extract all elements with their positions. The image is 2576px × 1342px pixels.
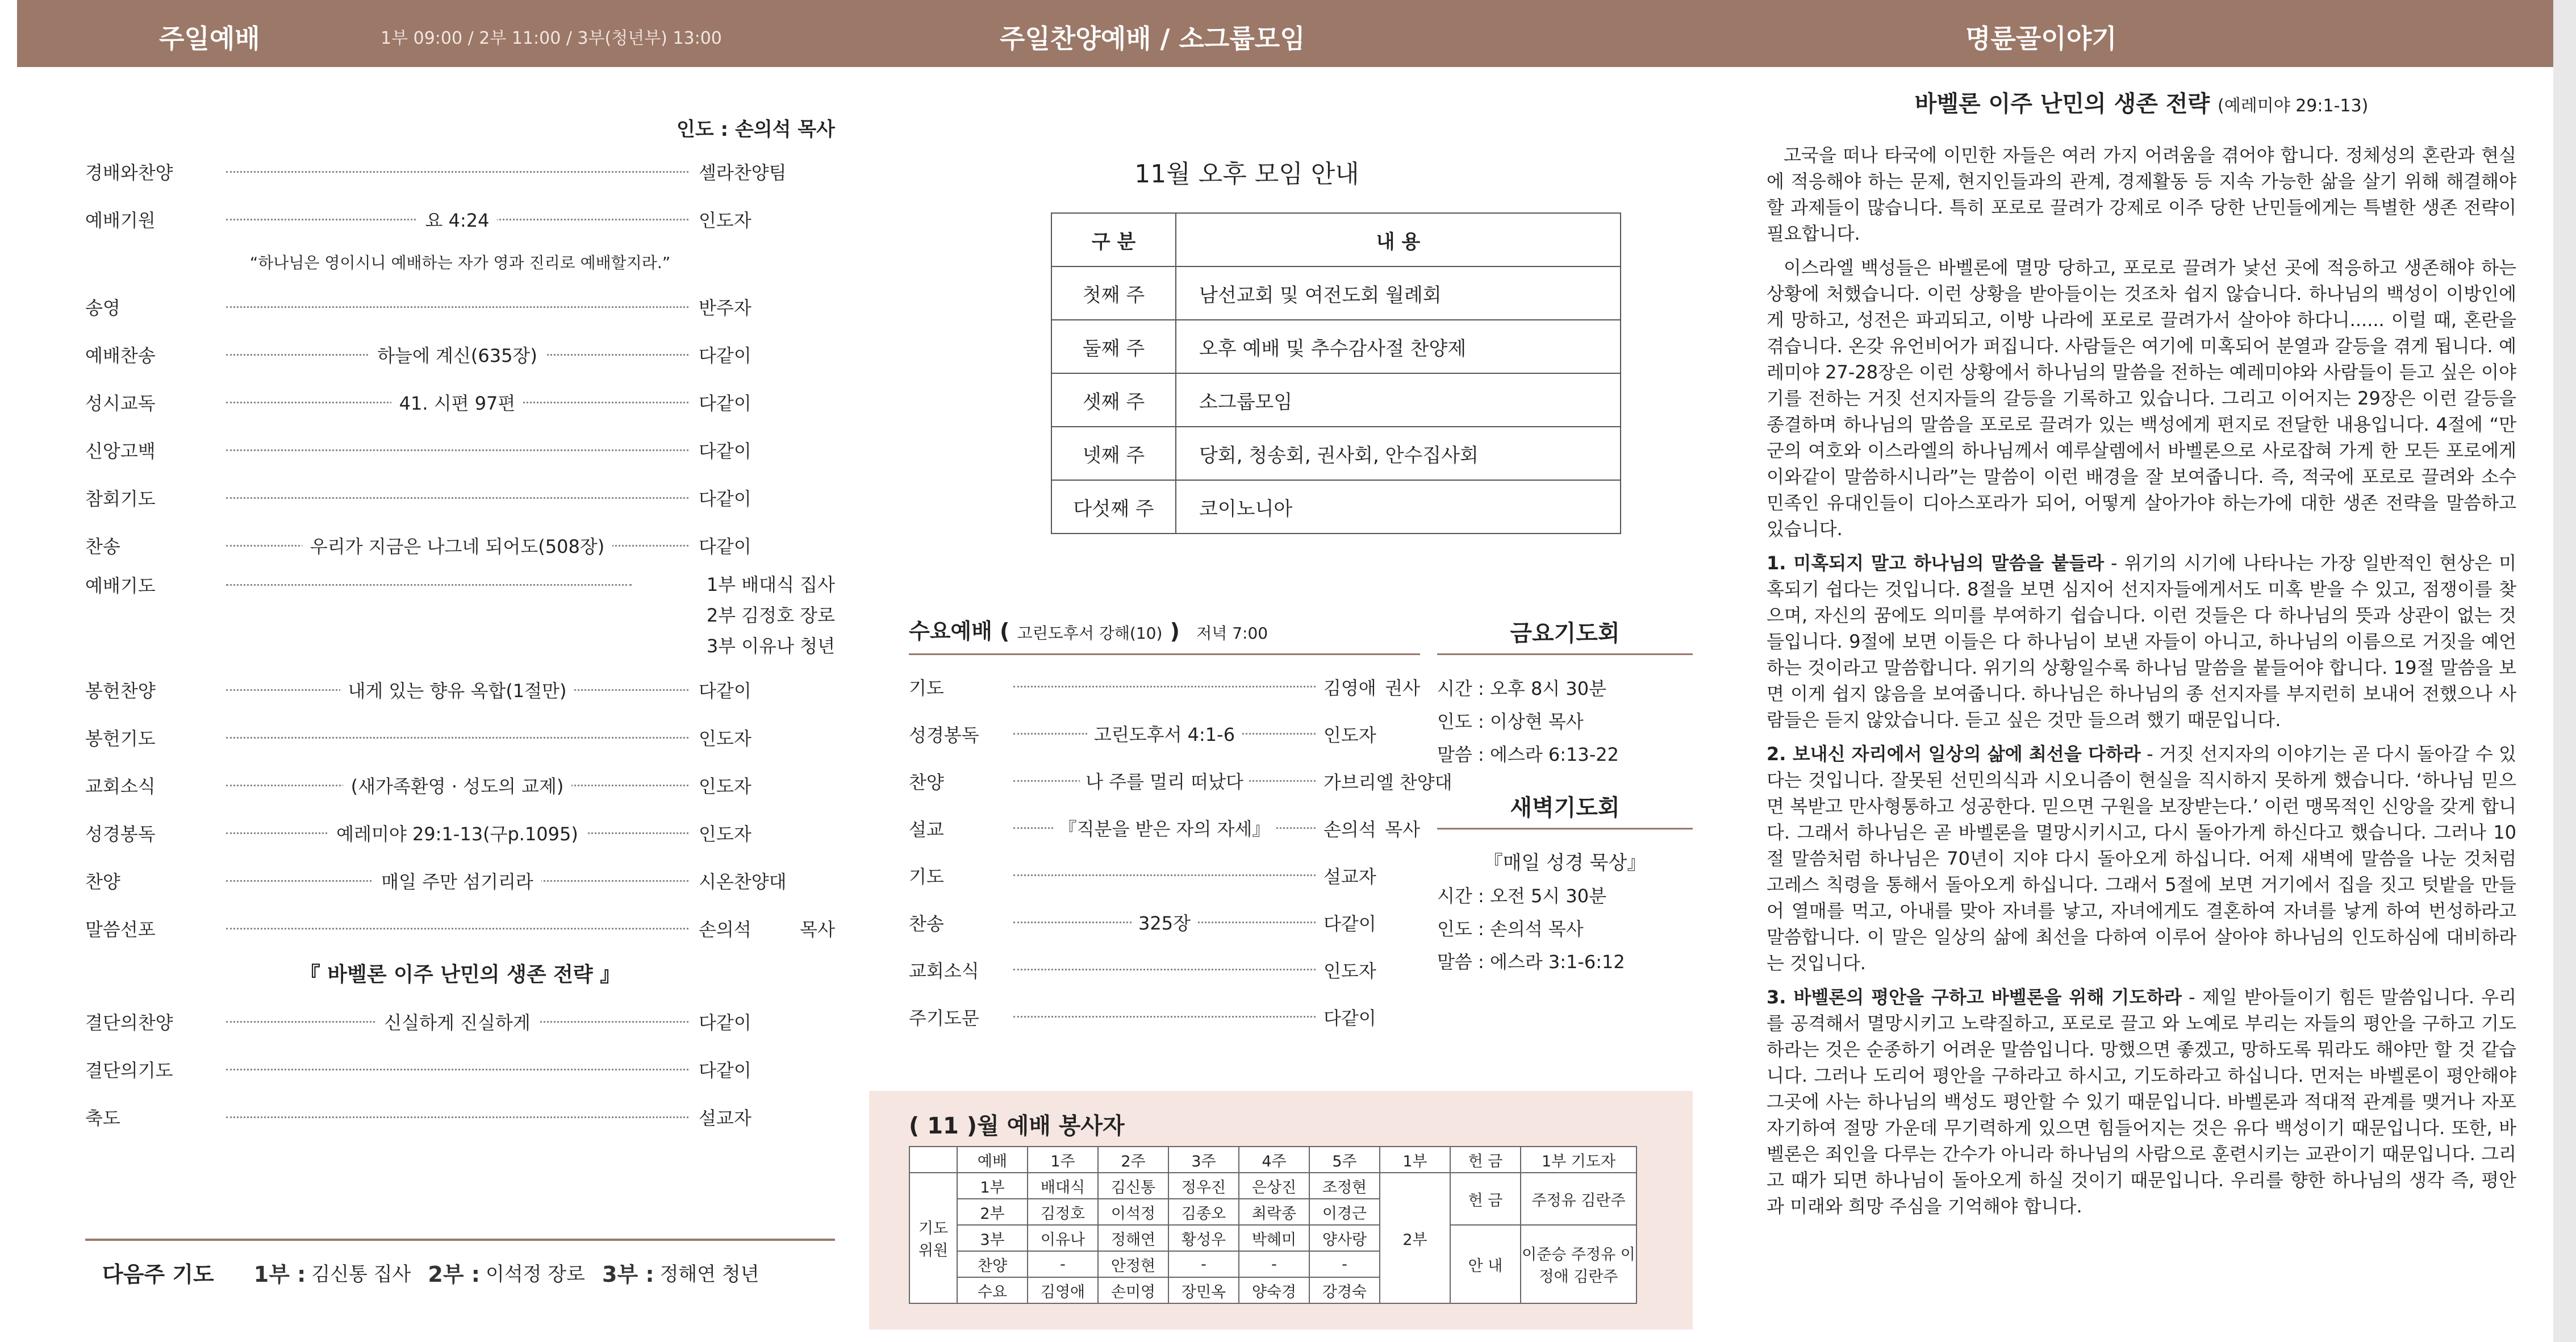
- order-label: 기도: [909, 677, 944, 699]
- order-dots: [226, 1011, 688, 1033]
- group-cell: 기도 위원: [909, 1173, 957, 1303]
- order-row: [85, 666, 835, 714]
- order-detail: 요 4:24: [417, 210, 498, 231]
- order-dots: [226, 209, 688, 231]
- wednesday-service: [909, 614, 1452, 1040]
- story-paragraph: 고국을 떠나 타국에 이민한 자들은 여러 가지 어려움을 겪어야 합니다. 정체성의 혼란과 현실에 적응해야 하는 문제, 현지인들과의 관계, 경제활동 등 지속 가능한 삶을 살기 위해 해결해야 할 과제들이 많습니다. 특히 포로로 끌려가 강제로 이주 당한 난민들에게는 특별한 생존 전략이 필요합니다.: [1767, 144, 2516, 244]
- order-label: 찬송: [85, 536, 120, 557]
- order-who: 설교자: [699, 1107, 751, 1129]
- next-week-2bu-name: 이석정 장로: [485, 1262, 585, 1286]
- order-label: 봉헌찬양: [85, 680, 156, 702]
- sv-cell: 정해연: [1098, 1225, 1168, 1251]
- order-detail: 우리가 지금은 나그네 되어도(508장): [302, 536, 612, 557]
- order-label: 봉헌기도: [85, 728, 156, 749]
- order-detail: 예레미야 29:1-13(구p.1095): [328, 823, 586, 845]
- sv-cell: 김종오: [1168, 1199, 1239, 1225]
- order-detail: 하늘에 계신(635장): [369, 345, 545, 366]
- order-label: 결단의찬양: [85, 1012, 173, 1033]
- order-dots: [1013, 1016, 1316, 1018]
- usher-label: 안 내: [1450, 1225, 1521, 1303]
- order-row: [909, 993, 1420, 1040]
- head-cell: 4주: [1239, 1147, 1309, 1173]
- story-banner: 명륜골이야기: [1965, 23, 2117, 54]
- sv-cell: 박혜미: [1239, 1225, 1309, 1251]
- story-point: [1767, 984, 2516, 1219]
- table-row: [1051, 320, 1621, 373]
- order-row: [909, 805, 1420, 852]
- head-cell: 1주: [1028, 1147, 1098, 1173]
- order-label: 축도: [85, 1107, 120, 1129]
- dawn-title: 새벽기도회: [1437, 788, 1693, 830]
- order-who: 인도자: [699, 210, 751, 231]
- sv-cell: 조정현: [1309, 1173, 1380, 1199]
- story-title-line: [1767, 91, 2516, 119]
- order-dots: [1013, 686, 1316, 687]
- order-dots: [226, 737, 688, 739]
- order-row: [909, 946, 1420, 993]
- order-row: [85, 905, 835, 952]
- offering-2bu: 2부: [1380, 1173, 1450, 1303]
- order-dots: [1013, 771, 1316, 793]
- order-detail: 325장: [1133, 912, 1196, 934]
- order-who: 설교자: [1324, 865, 1376, 887]
- story-section: [1767, 91, 2516, 1227]
- order-dots: [226, 1116, 688, 1118]
- order-dots: [226, 344, 688, 366]
- content-cell: 코이노니아: [1176, 480, 1621, 534]
- order-label: 예배기원: [85, 210, 156, 231]
- order-label: 예배찬송: [85, 345, 156, 366]
- friday-prayer: [1437, 614, 1693, 978]
- afternoon-section: [886, 91, 1693, 534]
- order-who: 인도자: [699, 776, 751, 797]
- week-cell: 다섯째 주: [1051, 480, 1176, 534]
- order-row: [85, 331, 835, 378]
- prayer-1bu-cell: 주정유 김란주: [1521, 1173, 1636, 1225]
- order-label: 찬송: [909, 912, 944, 935]
- order-row: [85, 283, 835, 331]
- friday-line: 인도 : 이상현 목사: [1437, 711, 1584, 732]
- order-who: 인도자: [1324, 724, 1376, 746]
- order-dots: [226, 870, 688, 893]
- order-row: [85, 1045, 835, 1093]
- order-detail: (새가족환영 · 성도의 교제): [343, 776, 572, 797]
- sv-cell: 김영애: [1028, 1277, 1098, 1303]
- sv-cell: 수요: [957, 1277, 1028, 1303]
- blank-cell: [909, 1147, 957, 1173]
- order-label: 송영: [85, 297, 120, 319]
- order-label: 교회소식: [909, 960, 979, 982]
- order-label: 성시교독: [85, 393, 156, 414]
- week-cell: 둘째 주: [1051, 320, 1176, 373]
- order-row: [85, 857, 835, 905]
- order-label: 기도: [909, 865, 944, 887]
- next-week-1bu: 1부 :: [253, 1261, 306, 1287]
- head-cell: 2주: [1098, 1147, 1168, 1173]
- sv-cell: -: [1168, 1251, 1239, 1277]
- order-dots: [1013, 912, 1316, 934]
- order-detail: 『직분을 받은 자의 자세』: [1053, 818, 1276, 840]
- order-who: 다같이: [699, 536, 751, 557]
- head-cell: 1부 기도자: [1521, 1147, 1636, 1173]
- order-dots: [226, 497, 688, 499]
- order-label: 결단의기도: [85, 1060, 173, 1081]
- week-cell: 첫째 주: [1051, 266, 1176, 320]
- order-row: [85, 426, 835, 474]
- banner-left: [17, 0, 869, 67]
- dawn-line: 인도 : 손의석 목사: [1437, 918, 1584, 940]
- order-who: 인도자: [1324, 960, 1376, 982]
- table-row: [1051, 266, 1621, 320]
- wednesday-title-end: ): [1170, 619, 1180, 644]
- order-row: [85, 1093, 835, 1141]
- order-who: 다같이: [699, 440, 751, 462]
- content-cell: 남선교회 및 여전도회 월례회: [1176, 266, 1621, 320]
- sv-cell: 이유나: [1028, 1225, 1098, 1251]
- order-row: [909, 899, 1420, 946]
- story-point: [1767, 741, 2516, 976]
- head-cell: 헌 금: [1450, 1147, 1521, 1173]
- order-row: [85, 378, 835, 426]
- order-dots: [1013, 818, 1316, 840]
- sv-cell: -: [1309, 1251, 1380, 1277]
- sv-cell: 이석정: [1098, 1199, 1168, 1225]
- sunday-quote: “하나님은 영이시니 예배하는 자가 영과 진리로 예배할지라.”: [249, 253, 671, 272]
- dawn-line: 시간 : 오전 5시 30분: [1437, 885, 1607, 907]
- content-cell: 당회, 청송회, 권사회, 안수집사회: [1176, 427, 1621, 480]
- content-cell: 오후 예배 및 추수감사절 찬양제: [1176, 320, 1621, 373]
- next-week-1bu-name: 김신통 집사: [311, 1262, 411, 1286]
- prayer-line: 1부 배대식 집사: [706, 574, 835, 595]
- dawn-line: 말씀 : 에스라 3:1-6:12: [1437, 951, 1625, 973]
- content-cell: 소그룹모임: [1176, 373, 1621, 427]
- point-body: - 거짓 선지자의 이야기는 곧 다시 돌아갈 수 있다는 것입니다. 잘못된 선민의식과 시오니즘이 현실을 직시하지 못하게 했습니다. ‘하나님 믿으면 복받고 만사형통하고 성공한다. 믿으면 구원을 보장받는다.’ 이런 맹목적인 신앙을 갖게 합니다. 그래서 하나님은 곧 바벨론을 멸망시키시고, 다시 돌아가게 하신다고 했습니다. 그러나 10절 말씀처럼 하나님은 70년이 지야 다시 돌아오게 하십니다. 어제 새벽에 말씀을 나눈 것처럼 고레스 칙령을 통해서 돌아오게 하십니다. 그래서 5절에 보면 거기에서 집을 짓고 텃밭을 만들어 열매를 먹고, 아내를 맞아 자녀를 낳고, 자녀에게도 결혼하여 자녀를 낳게 하여 번성하라고 말씀합니다. 이 말은 일상의 삶에 최선을 다하여 이루어 살아야 하나님의 인도하심에 대비하라는 것입니다.: [1767, 743, 2517, 974]
- order-row: [909, 710, 1420, 757]
- order-who: 시온찬양대: [699, 871, 787, 893]
- sv-cell: 김정호: [1028, 1199, 1098, 1225]
- order-who: 다같이: [699, 345, 751, 366]
- story-point: [1767, 550, 2516, 733]
- order-detail: 고린도후서 4:1-6: [1088, 724, 1241, 745]
- sv-cell: 3부: [957, 1225, 1028, 1251]
- order-dots: [226, 306, 688, 308]
- order-dots: [226, 823, 688, 845]
- story-ref: (예레미야 29:1-13): [2218, 96, 2369, 116]
- banner-right: [1721, 0, 2553, 67]
- prayer-stack: [642, 569, 835, 661]
- next-week-2bu: 2부 :: [428, 1261, 480, 1287]
- prayer-line: 3부 이유나 청년: [706, 635, 835, 657]
- order-dots: [226, 171, 688, 173]
- friday-line: 말씀 : 에스라 6:13-22: [1437, 744, 1619, 765]
- order-label: 예배기도: [85, 575, 156, 597]
- order-dots: [226, 584, 632, 586]
- dawn-subtitle: 『매일 성경 묵상』: [1483, 852, 1647, 874]
- head-cell: 1부: [1380, 1147, 1450, 1173]
- order-who: 다같이: [1324, 1007, 1376, 1029]
- order-row: [85, 761, 835, 809]
- servant-section: [869, 1091, 1693, 1330]
- friday-line: 시간 : 오후 8시 30분: [1437, 678, 1607, 699]
- order-row: [85, 714, 835, 761]
- wednesday-book: 고린도후서 강해(10): [1017, 624, 1163, 643]
- head-cell: 3주: [1168, 1147, 1239, 1173]
- servant-table: [909, 1146, 1637, 1304]
- sv-cell: 최락종: [1239, 1199, 1309, 1225]
- order-detail: 신실하게 진실하게: [376, 1012, 538, 1033]
- order-detail: 나 주를 멀리 떠났다: [1080, 771, 1249, 793]
- sunday-leader: 인도 : 손의석 목사: [676, 118, 835, 141]
- order-who: 가브리엘 찬양대: [1324, 771, 1452, 793]
- sv-cell: 손미영: [1098, 1277, 1168, 1303]
- order-label: 성경봉독: [85, 823, 156, 845]
- sv-cell: 찬양: [957, 1251, 1028, 1277]
- order-who: 반주자: [699, 297, 751, 319]
- order-who: 다같이: [699, 488, 751, 510]
- sv-cell: 김신통: [1098, 1173, 1168, 1199]
- week-cell: 넷째 주: [1051, 427, 1176, 480]
- sv-cell: 배대식: [1028, 1173, 1098, 1199]
- col-kind: 구 분: [1051, 213, 1176, 266]
- head-cell: 예배: [957, 1147, 1028, 1173]
- order-detail: 41. 시편 97편: [391, 393, 524, 414]
- order-dots: [226, 775, 688, 797]
- order-row-prayer: [85, 569, 835, 666]
- order-who: 손의석 목사: [699, 919, 835, 940]
- next-week-3bu: 3부 :: [602, 1261, 654, 1287]
- order-who: 다같이: [699, 393, 751, 414]
- wednesday-header: [909, 614, 1420, 655]
- afternoon-table: [1051, 212, 1621, 534]
- point-heading: 3. 바벨론의 평안을 구하고 바벨론을 위해 기도하라: [1767, 986, 2182, 1008]
- order-row: [85, 148, 835, 195]
- point-body: - 위기의 시기에 나타나는 가장 일반적인 현상은 미혹되기 쉽다는 것입니다. 8절을 보면 심지어 선지자들에게서도 미혹 받을 수 있고, 점쟁이를 찾으며, 자신의 꿈에도 의미를 부여하기 쉽습니다. 이런 것들은 다 하나님의 뜻과 상관이 없는 것들입니다. 9절에 보면 이들은 다 하나님이 보낸 자들이 아니고, 하나님의 이름으로 거짓을 예언하는 것이라고 말씀합니다. 위기의 상황일수록 하나님 말씀을 붙들어야 합니다. 19절 말씀을 보면 이게 쉽지 않음을 보여줍니다. 하나님은 하나님의 종 선지자를 부지런히 보내어 전했으나 사람들은 듣지 않았습니다. 듣고 싶은 것만 들으려 했기 때문입니다.: [1767, 552, 2516, 731]
- next-week-3bu-name: 정해연 청년: [659, 1262, 759, 1286]
- sv-cell: 1부: [957, 1173, 1028, 1199]
- order-dots: [1013, 724, 1316, 745]
- sv-cell: 양숙경: [1239, 1277, 1309, 1303]
- sv-cell: 장민옥: [1168, 1277, 1239, 1303]
- order-row: [909, 663, 1420, 710]
- order-row: [85, 195, 835, 243]
- sv-cell: -: [1239, 1251, 1309, 1277]
- order-who: 인도자: [699, 728, 751, 749]
- offering-label: 헌 금: [1450, 1173, 1521, 1225]
- story-title: 바벨론 이주 난민의 생존 전략: [1914, 91, 2210, 117]
- sunday-times: 1부 09:00 / 2부 11:00 / 3부(청년부) 13:00: [381, 28, 722, 48]
- usher-cell: 이준승 주정유 이정애 김란주: [1521, 1225, 1636, 1303]
- order-who: 다같이: [699, 1012, 751, 1033]
- col-content: 내 용: [1176, 213, 1621, 266]
- order-label: 주기도문: [909, 1007, 979, 1029]
- wednesday-time: 저녁 7:00: [1196, 624, 1268, 643]
- order-row: [85, 809, 835, 857]
- order-who: 손의석 목사: [1324, 818, 1420, 840]
- order-label: 찬양: [909, 771, 944, 793]
- order-detail: 매일 주만 섬기리라: [373, 871, 541, 893]
- sv-cell: 양사랑: [1309, 1225, 1380, 1251]
- table-row: [1051, 480, 1621, 534]
- order-row: [909, 852, 1420, 899]
- sv-cell: 안정현: [1098, 1251, 1168, 1277]
- servant-title: ( 11 )월 예배 봉사자: [909, 1113, 1125, 1139]
- order-who: 인도자: [699, 823, 751, 845]
- order-dots: [226, 392, 688, 414]
- head-cell: 5주: [1309, 1147, 1380, 1173]
- sv-cell: 이경근: [1309, 1199, 1380, 1225]
- next-week-label: 다음주 기도: [102, 1261, 214, 1287]
- order-who: 다같이: [699, 1060, 751, 1081]
- order-dots: [226, 1069, 688, 1070]
- afternoon-title: 11월 오후 모임 안내: [1134, 160, 1359, 189]
- order-label: 교회소식: [85, 776, 156, 797]
- order-who: 다같이: [1324, 912, 1376, 935]
- order-who: 셀라찬양팀: [699, 162, 787, 184]
- wednesday-title: 수요예배 (: [909, 619, 1010, 644]
- table-row: [1051, 373, 1621, 427]
- sv-cell: 강경숙: [1309, 1277, 1380, 1303]
- afternoon-title-banner: 주일찬양예배 / 소그룹모임: [1000, 23, 1305, 54]
- order-dots: [1013, 874, 1316, 876]
- order-who: 김영애 권사: [1324, 677, 1420, 699]
- sermon-title: 『 바벨론 이주 난민의 생존 전략 』: [299, 963, 621, 986]
- order-dots: [1013, 969, 1316, 970]
- story-paragraph: 이스라엘 백성들은 바벨론에 멸망 당하고, 포로로 끌려가 낯선 곳에 적응하고 생존해야 하는 상황에 처했습니다. 이런 상황을 받아들이는 것조차 쉽지 않습니다. 하나님의 백성이 이방인에게 망하고, 성전은 파괴되고, 이방 나라에 포로로 끌려가서 살아야 하다니...... 이럴 때, 혼란을 겪습니다. 온갖 유언비어가 퍼집니다. 사람들은 여기에 미혹되어 분열과 갈등을 겪게 됩니다. 예레미야 27-28장은 이런 상황에서 하나님의 말씀을 전하는 예레미야와 사람들이 듣고 싶은 이야기를 전하는 거짓 선지자들의 갈등을 기록하고 있습니다. 그리고 이어지는 29장은 이런 갈등을 종결하며 하나님의 말씀을 포로로 끌려가 있는 백성에게 편지로 전달한 내용입니다. 4절에 “만군의 여호와 이스라엘의 하나님께서 예루살렘에서 바벨론으로 사로잡혀 가게 한 모든 포로에게 이와같이 말씀하시니라”는 말씀이 이런 배경을 잘 보여줍니다. 즉, 적국에 포로로 끌려와 소수민족인 유대인들이 디아스포라가 되어, 어떻게 살아가야 하는가에 대한 생존 전략을 말씀하고 있습니다.: [1767, 257, 2516, 540]
- order-row: [85, 522, 835, 569]
- week-cell: 셋째 주: [1051, 373, 1176, 427]
- banner-middle: [869, 0, 1721, 67]
- order-label: 성경봉독: [909, 724, 979, 746]
- sv-cell: -: [1028, 1251, 1098, 1277]
- sunday-order: [85, 114, 835, 1141]
- order-dots: [226, 449, 688, 451]
- order-label: 설교: [909, 818, 944, 840]
- order-label: 찬양: [85, 871, 120, 893]
- page-edge: [2553, 0, 2576, 1342]
- sv-cell: 2부: [957, 1199, 1028, 1225]
- order-label: 신앙고백: [85, 440, 156, 462]
- sv-cell: 정우진: [1168, 1173, 1239, 1199]
- order-dots: [226, 680, 688, 702]
- order-dots: [226, 928, 688, 930]
- point-body: - 제일 받아들이기 힘든 말씀입니다. 우리를 공격해서 멸망시키고 노략질하고, 포로로 끌고 와 노예로 부리는 자들의 평안을 구하고 기도하라는 것은 순종하기 어려운 말씀입니다. 망했으면 좋겠고, 망하도록 뭐라도 해야만 할 것 같습니다. 그러나 도리어 평안을 구하라고 하시고, 기도하라고 하십니다. 먼저는 바벨론이 평안해야 그곳에 사는 하나님의 백성도 평안할 수 있기 때문입니다. 바벨론과 적대적 관계를 맺거나 자포자기하여 절망 가운데 무기력하게 있으면 힘들어지는 것은 유다 백성이기 때문입니다. 또한, 바벨론은 죄인을 다루는 간수가 아니라 하나님의 사람으로 훈련시키는 교관이기 때문입니다. 그리고 때가 되면 하나님이 돌아오게 하실 것이기 때문입니다. 우리를 향한 하나님의 생각 즉, 평안과 미래와 희망 주심을 기억해야 합니다.: [1767, 986, 2516, 1217]
- next-week-prayer: [85, 1239, 835, 1303]
- order-row: [85, 998, 835, 1045]
- prayer-line: 2부 김정호 장로: [706, 605, 835, 626]
- order-row: [85, 474, 835, 522]
- order-dots: [226, 535, 688, 557]
- sv-cell: 은상진: [1239, 1173, 1309, 1199]
- order-label: 참회기도: [85, 488, 156, 510]
- order-detail: 내게 있는 향유 옥합(1절만): [340, 680, 575, 702]
- sv-cell: 황성우: [1168, 1225, 1239, 1251]
- sunday-title: 주일예배: [159, 23, 260, 54]
- order-label: 경배와찬양: [85, 162, 173, 184]
- order-who: 다같이: [699, 680, 751, 702]
- table-row: [1051, 427, 1621, 480]
- point-heading: 1. 미혹되지 말고 하나님의 말씀을 붙들라: [1767, 552, 2104, 574]
- point-heading: 2. 보내신 자리에서 일상의 삶에 최선을 다하라: [1767, 743, 2141, 765]
- order-row: [909, 757, 1452, 805]
- friday-title: 금요기도회: [1437, 614, 1693, 655]
- order-label: 말씀선포: [85, 919, 156, 940]
